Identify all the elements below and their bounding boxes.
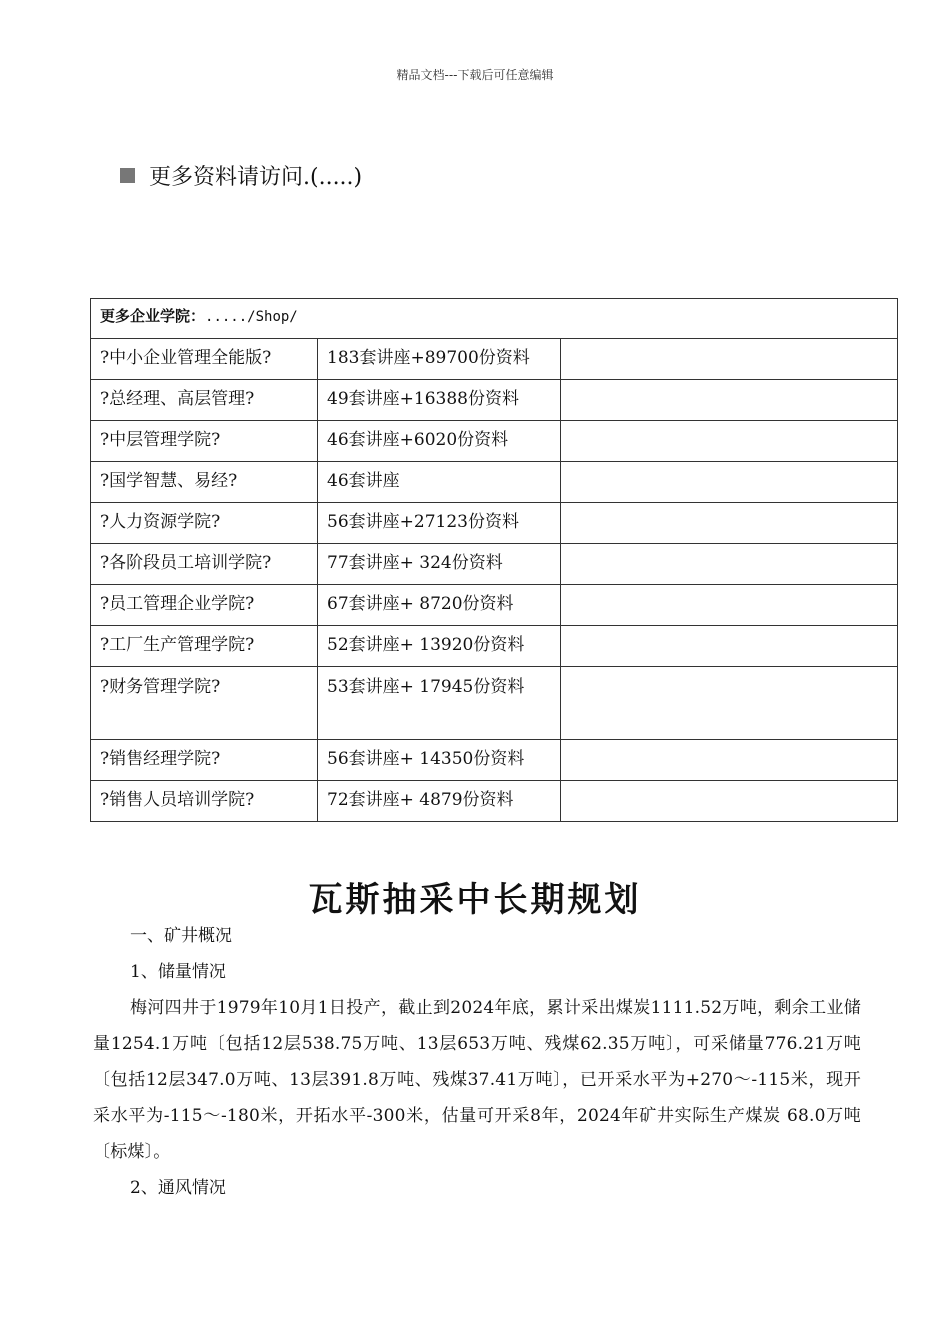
catalog-head-label: 更多企业学院： [100,307,206,325]
academy-catalog-table [90,298,898,822]
empty-cell [561,740,898,781]
empty-cell [561,462,898,503]
visit-text: 更多资料请访问.(.....) [149,165,363,190]
square-bullet-icon [120,168,135,183]
academy-detail: 56套讲座+27123份资料 [318,503,561,544]
academy-detail: 77套讲座+ 324份资料 [318,544,561,585]
subsection-heading: 2、通风情况 [130,1178,226,1198]
empty-cell [561,503,898,544]
table-row [91,740,898,781]
table-row [91,421,898,462]
academy-detail: 53套讲座+ 17945份资料 [318,667,561,740]
academy-name: ?财务管理学院? [91,667,318,740]
empty-cell [561,544,898,585]
table-row [91,626,898,667]
visit-notice [120,160,362,191]
catalog-head-cell [91,299,898,339]
empty-cell [561,667,898,740]
table-row [91,667,898,740]
academy-name: ?销售经理学院? [91,740,318,781]
academy-detail: 52套讲座+ 13920份资料 [318,626,561,667]
academy-detail: 49套讲座+16388份资料 [318,380,561,421]
document-title: 瓦斯抽采中长期规划 [308,880,642,920]
academy-name: ?国学智慧、易经? [91,462,318,503]
catalog-head-url[interactable]: ...../Shop/ [205,309,298,325]
academy-detail: 183套讲座+89700份资料 [318,339,561,380]
academy-name: ?中小企业管理全能版? [91,339,318,380]
section-heading: 一、矿井概况 [130,926,232,946]
academy-name: ?中层管理学院? [91,421,318,462]
academy-detail: 56套讲座+ 14350份资料 [318,740,561,781]
academy-name: ?人力资源学院? [91,503,318,544]
academy-detail: 72套讲座+ 4879份资料 [318,781,561,822]
table-row [91,781,898,822]
table-row [91,462,898,503]
academy-name: ?工厂生产管理学院? [91,626,318,667]
academy-name: ?总经理、高层管理? [91,380,318,421]
table-row [91,503,898,544]
empty-cell [561,421,898,462]
table-header-row [91,299,898,339]
academy-name: ?员工管理企业学院? [91,585,318,626]
table-row [91,380,898,421]
empty-cell [561,781,898,822]
table-row [91,585,898,626]
reserves-paragraph: 梅河四井于1979年10月1日投产，截止到2024年底，累计采出煤炭1111.52万吨，剩余工业储量1254.1万吨〔包括12层538.75万吨、13层653万吨、残煤62.35万吨〕，可采储量776.21万吨〔包括12层347.0万吨、13层391.8万吨、残煤37.41万吨〕，已开采水平为+270～-115米，现开采水平为-115～-180米，开拓水平-300米，估量可开采8年，2024年矿井实际生产煤炭 68.0万吨〔标煤〕。 [93,998,861,1162]
table-row [91,339,898,380]
academy-detail: 46套讲座+6020份资料 [318,421,561,462]
subsection-heading: 1、储量情况 [130,962,226,982]
table-row [91,544,898,585]
academy-name: ?各阶段员工培训学院? [91,544,318,585]
document-body [93,918,861,1206]
academy-detail: 46套讲座 [318,462,561,503]
page-header: 精品文档---下载后可任意编辑 [396,68,554,82]
empty-cell [561,626,898,667]
empty-cell [561,585,898,626]
academy-name: ?销售人员培训学院? [91,781,318,822]
empty-cell [561,339,898,380]
academy-detail: 67套讲座+ 8720份资料 [318,585,561,626]
empty-cell [561,380,898,421]
